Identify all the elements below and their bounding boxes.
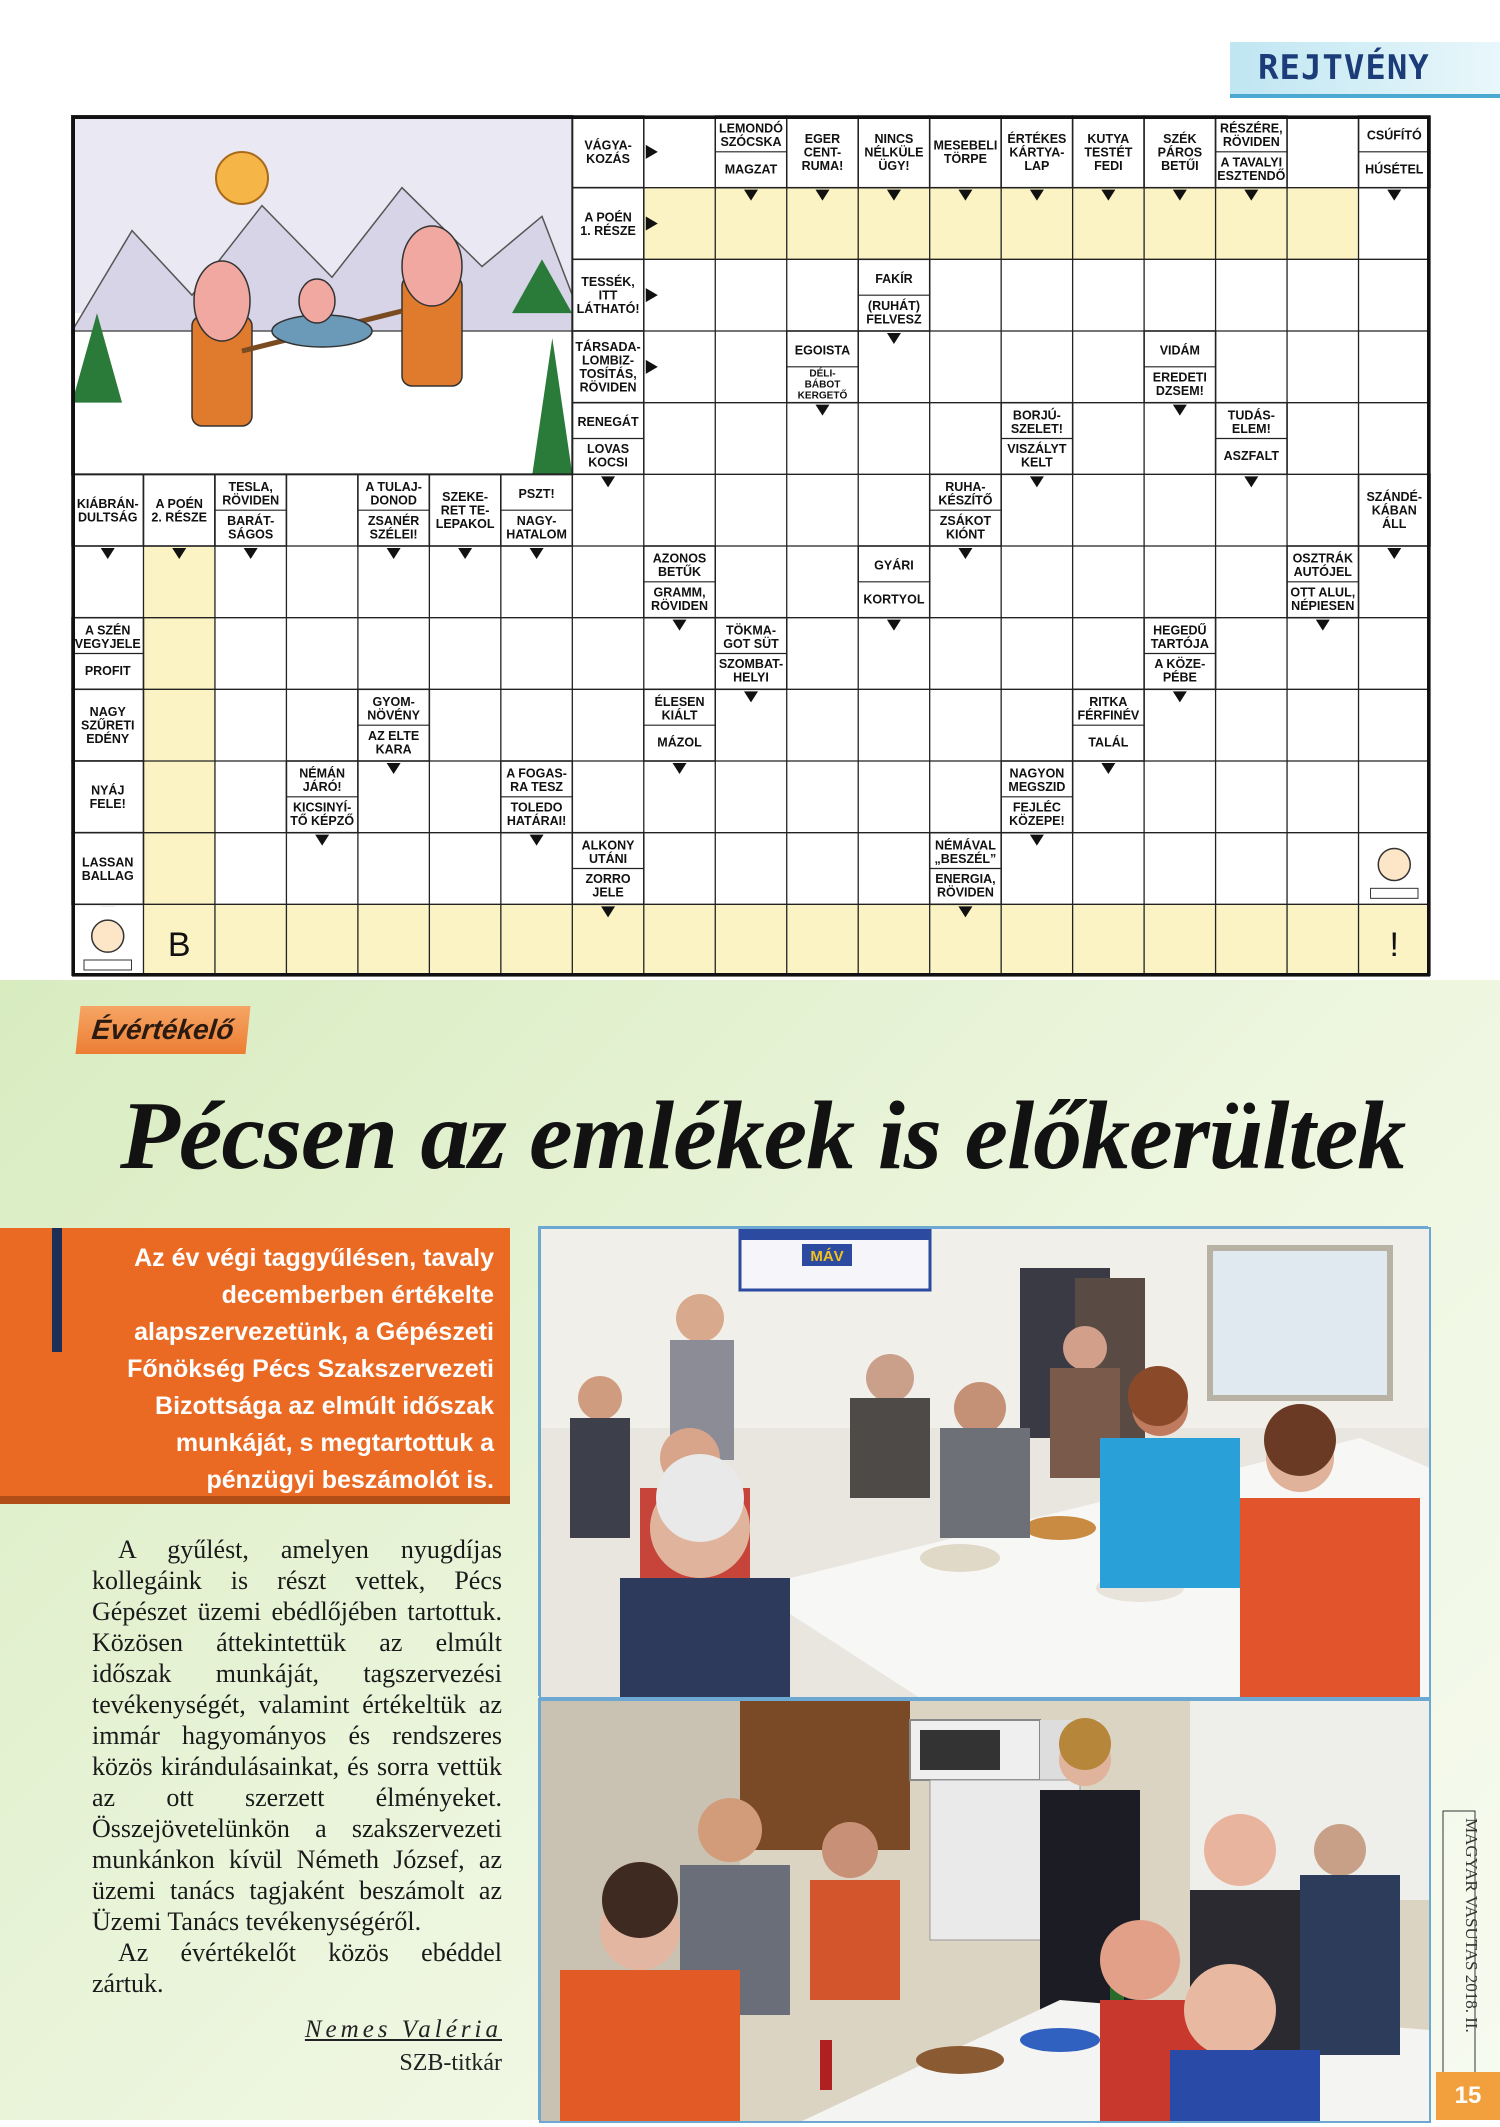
clue-line: SZOMBAT- bbox=[718, 657, 784, 672]
cartoon-sun bbox=[216, 152, 268, 204]
clue-text bbox=[863, 592, 924, 606]
clue-line: RÖVIDEN bbox=[651, 599, 709, 613]
clue-line: NAGY bbox=[89, 705, 126, 720]
clue-line: KOCSI bbox=[588, 455, 628, 470]
clue-line: A TULAJ- bbox=[365, 480, 422, 494]
clue-line: ITT bbox=[598, 288, 618, 303]
clue-line: HELYI bbox=[733, 670, 769, 685]
clue-line: RET TE- bbox=[440, 503, 490, 518]
clue-line: TARTÓJA bbox=[1150, 636, 1209, 651]
crossword-puzzle bbox=[72, 116, 1430, 976]
clue-text bbox=[575, 339, 640, 395]
clue-line: GYÁRI bbox=[874, 558, 914, 573]
clue-line: RUMA! bbox=[801, 158, 844, 173]
clue-line: DULTSÁG bbox=[77, 510, 138, 525]
clue-text bbox=[367, 695, 420, 723]
clue-text bbox=[222, 480, 279, 508]
clue-text bbox=[82, 855, 134, 883]
clue-line: EGER bbox=[804, 131, 841, 146]
clue-text bbox=[1367, 127, 1422, 142]
clue-line: KÁRTYA- bbox=[1009, 145, 1065, 160]
clue-line: BARÁT- bbox=[227, 513, 275, 528]
clue-line: TESTÉT bbox=[1084, 145, 1133, 160]
clue-line: TÖRPE bbox=[943, 152, 987, 167]
clue-line: ALKONY bbox=[581, 838, 635, 853]
clue-line: TESSÉK, bbox=[581, 275, 635, 290]
clue-text bbox=[1009, 800, 1065, 829]
clue-line: TOLEDO bbox=[510, 800, 563, 815]
clue-line: MEGSZID bbox=[1008, 780, 1066, 795]
clue-line: TÁRSADA- bbox=[575, 340, 641, 355]
clue-text bbox=[519, 487, 555, 501]
clue-line: LEMONDÓ bbox=[719, 121, 783, 136]
magazine-side-label bbox=[1442, 1810, 1481, 2100]
clue-line: RÖVIDEN bbox=[222, 493, 280, 508]
clue-text bbox=[874, 557, 914, 572]
clue-line: RÖVIDEN bbox=[1222, 135, 1280, 150]
clue-line: KIÓNT bbox=[945, 527, 985, 542]
clue-line: GRAMM, bbox=[653, 585, 706, 600]
author-name: Nemes Valéria bbox=[304, 2016, 502, 2043]
clue-line: TOSÍTÁS, bbox=[579, 367, 637, 382]
article-headline: Pécsen az emlékek is előkerültek bbox=[120, 1082, 1406, 1190]
clue-line: SZÓCSKA bbox=[720, 135, 782, 150]
clue-text bbox=[655, 694, 705, 723]
clue-line: SZŰRETI bbox=[80, 718, 135, 733]
clue-line: SZELET! bbox=[1010, 421, 1063, 436]
clue-line: TŐ KÉPZŐ bbox=[290, 814, 355, 828]
clue-line: TALÁL bbox=[1088, 735, 1129, 750]
body-paragraph: A gyűlést, amelyen nyugdíjas kollegáink is részt vettek, Pécs Gépészet üzemi ebédlőjében tartottuk. Közösen áttekintettük az elmúlt időszak munkáját, tagszervezési tevékenységét, valamint értékeltük az immár hagyományos és rendszeres közös kirándulásainkat, és sorra vettük az ott szerzett élményeket. Összejövetelünkön a szakszervezeti munkánkon kívül Németh József, az üzemi tanács tagjaként beszámolt az Üzemi Tanács tevékenységéről. bbox=[92, 1535, 502, 1936]
clue-text bbox=[290, 800, 354, 829]
body-paragraph: Az évértékelőt közös ebéddel zártuk. bbox=[92, 1938, 502, 1998]
clue-line: LOMBIZ- bbox=[582, 353, 635, 368]
clue-text bbox=[795, 343, 850, 357]
clue-line: ZSANÉR bbox=[367, 513, 420, 528]
clue-line: AZONOS bbox=[652, 551, 707, 566]
cartoon-figure bbox=[299, 279, 335, 323]
clue-line: KORTYOL bbox=[863, 592, 925, 607]
clue-line: BALLAG bbox=[81, 868, 134, 883]
clue-line: JÁRÓ! bbox=[302, 780, 342, 795]
clue-line: KOZÁS bbox=[586, 152, 630, 167]
clue-line: LÁTHATÓ! bbox=[576, 302, 640, 317]
article-kicker: Évértékelő bbox=[75, 1006, 250, 1054]
clue-text bbox=[1365, 161, 1424, 176]
clue-line: 2. RÉSZE bbox=[151, 510, 207, 525]
clue-text bbox=[935, 837, 997, 866]
clue-line: SZEKE- bbox=[442, 490, 489, 505]
clue-line: RA TESZ bbox=[510, 780, 564, 795]
clue-line: PÉBE bbox=[1162, 670, 1197, 685]
clue-text bbox=[365, 480, 421, 508]
clue-line: SZÉK bbox=[1163, 131, 1197, 146]
clue-line: NÉLKÜLE bbox=[864, 145, 924, 160]
clue-line: PSZT! bbox=[518, 486, 555, 501]
clue-text bbox=[1224, 449, 1280, 463]
clue-text bbox=[940, 513, 992, 542]
clue-line: KIÁLT bbox=[661, 708, 698, 723]
clue-line: A TAVALYI bbox=[1220, 155, 1283, 170]
clue-line: ÉRTÉKES bbox=[1007, 131, 1067, 146]
clue-line: „BESZÉL” bbox=[934, 851, 997, 866]
clue-line: ZSÁKOT bbox=[939, 513, 992, 528]
clue-line: HATÁRAI! bbox=[506, 814, 567, 828]
clue-line: KELT bbox=[1021, 455, 1053, 470]
clue-line: ELEM! bbox=[1231, 421, 1271, 436]
clue-line: FAKÍR bbox=[875, 271, 913, 286]
clue-text bbox=[1151, 622, 1209, 651]
clue-line: KARA bbox=[375, 742, 412, 757]
clue-line: VISZÁLYT bbox=[1007, 442, 1067, 457]
clue-line: ÁLL bbox=[1382, 517, 1407, 532]
clue-text bbox=[875, 271, 913, 286]
clue-text bbox=[1008, 767, 1065, 795]
clue-text bbox=[1158, 131, 1202, 173]
clue-line: TÖKMA- bbox=[726, 623, 776, 638]
clue-text bbox=[1011, 407, 1063, 436]
clue-line: KÁBAN bbox=[1371, 503, 1417, 518]
clue-text bbox=[580, 209, 636, 238]
clue-line: NÉPIESEN bbox=[1291, 599, 1355, 613]
clue-line: FEDI bbox=[1094, 158, 1123, 173]
clue-line: KÉSZÍTŐ bbox=[938, 493, 993, 508]
side-label-text: MAGYAR VASUTAS 2018. II. bbox=[1462, 1818, 1481, 2033]
clue-line: KÖZEPE! bbox=[1009, 814, 1065, 828]
clue-line: JELE bbox=[592, 885, 624, 900]
clue-line: RÖVIDEN bbox=[579, 380, 637, 395]
clue-text bbox=[507, 801, 566, 829]
clue-text bbox=[577, 414, 638, 429]
clue-line: A FOGAS- bbox=[506, 766, 567, 781]
cartoon-figure bbox=[402, 226, 462, 306]
clue-line: KIÁBRÁN- bbox=[76, 496, 139, 511]
clue-text bbox=[723, 622, 779, 651]
clue-text bbox=[1220, 121, 1283, 149]
clue-text bbox=[1290, 586, 1355, 614]
clue-line: AZ ELTE bbox=[368, 728, 420, 743]
clue-line: GOT SÜT bbox=[723, 636, 779, 651]
clue-line: FELE! bbox=[89, 797, 126, 812]
clue-line: LOVAS bbox=[586, 442, 630, 457]
clue-line: CENT- bbox=[803, 145, 842, 160]
clue-line: UTÁNI bbox=[588, 851, 628, 866]
clue-line: HEGEDŰ bbox=[1153, 623, 1207, 638]
clue-line: EREDETI bbox=[1152, 370, 1207, 385]
clue-text bbox=[85, 664, 131, 678]
clue-line: HATALOM bbox=[506, 527, 567, 542]
clue-text bbox=[938, 480, 992, 508]
clue-line: KUTYA bbox=[1087, 131, 1130, 146]
clue-text bbox=[725, 162, 778, 176]
clue-line: VIDÁM bbox=[1159, 343, 1200, 358]
clue-line: TUDÁS- bbox=[1227, 408, 1275, 423]
clue-text bbox=[1160, 342, 1200, 357]
clue-line: A POÉN bbox=[155, 496, 203, 511]
clue-line: KERGETŐ bbox=[797, 390, 848, 402]
clue-line: NYÁJ bbox=[91, 783, 125, 798]
clue-text bbox=[436, 490, 495, 531]
clue-line: HÚSÉTEL bbox=[1365, 162, 1424, 177]
clue-text bbox=[1153, 371, 1207, 399]
clue-line: RUHA- bbox=[945, 480, 986, 494]
clue-line: ZORRO bbox=[585, 872, 631, 887]
clue-line: DZSEM! bbox=[1155, 384, 1204, 398]
lead-text: Az év végi taggyűlésen, tavaly decemberben értékelte alapszervezetünk, a Gépészeti Főnökség Pécs Szakszervezeti Bizottsága az elmúlt időszak munkáját, s megtartottuk a pénzügyi beszámolót is. bbox=[127, 1244, 494, 1494]
clue-line: BETŰI bbox=[1161, 158, 1199, 173]
clue-text bbox=[90, 783, 126, 812]
clue-line: RÖVIDEN bbox=[936, 885, 994, 900]
clue-text bbox=[1228, 407, 1275, 436]
clue-text bbox=[368, 729, 419, 757]
clue-line: (RUHÁT) bbox=[867, 298, 920, 313]
clue-text bbox=[802, 132, 844, 173]
clue-line: MAGZAT bbox=[724, 162, 778, 177]
clue-line: NINCS bbox=[874, 131, 914, 146]
clue-line: BORJÚ- bbox=[1012, 408, 1061, 423]
clue-line: RENEGÁT bbox=[577, 415, 639, 430]
clue-line: ÜGY! bbox=[878, 158, 910, 173]
clue-line: PROFIT bbox=[84, 663, 131, 678]
clue-line: NÉMÁN bbox=[299, 766, 346, 781]
clue-line: TESLA, bbox=[228, 480, 273, 494]
clue-text bbox=[935, 872, 995, 900]
clue-text bbox=[77, 496, 139, 524]
clue-text bbox=[587, 442, 629, 470]
clue-line: FEJLÉC bbox=[1012, 800, 1061, 815]
clue-text bbox=[1088, 735, 1128, 750]
clue-line: EGOISTA bbox=[794, 343, 851, 358]
clue-line: DONOD bbox=[370, 493, 417, 508]
clue-line: A POÉN bbox=[584, 210, 632, 225]
mascot-icon bbox=[84, 960, 131, 970]
author-role: SZB-titkár bbox=[399, 2050, 502, 2076]
clue-line: NÉMÁVAL bbox=[934, 838, 996, 853]
clue-line: OTT ALUL, bbox=[1290, 585, 1356, 600]
clue-line: VÁGYA- bbox=[584, 138, 632, 153]
solution-letter: B bbox=[167, 925, 191, 964]
clue-line: SÁGOS bbox=[228, 527, 274, 542]
clue-text bbox=[299, 766, 345, 795]
clue-text bbox=[1293, 551, 1353, 580]
clue-text bbox=[657, 735, 702, 750]
clue-line: NAGYON bbox=[1009, 766, 1065, 781]
clue-line: FÉRFINÉV bbox=[1077, 708, 1140, 723]
clue-line: A SZÉN bbox=[85, 623, 131, 638]
clue-line: LASSAN bbox=[82, 855, 134, 870]
clue-text bbox=[653, 552, 706, 580]
clue-line: RÉSZÉRE, bbox=[1220, 121, 1283, 136]
clue-line: ÉLESEN bbox=[654, 695, 705, 709]
clue-text bbox=[1217, 156, 1285, 184]
clue-line: OSZTRÁK bbox=[1292, 551, 1354, 566]
clue-text bbox=[651, 586, 708, 614]
clue-line: RITKA bbox=[1089, 695, 1128, 709]
clue-line: CSÚFÍTÓ bbox=[1366, 128, 1422, 143]
clue-line: NÖVÉNY bbox=[367, 708, 421, 723]
clue-line: VEGYJELE bbox=[74, 636, 141, 651]
cartoon-figure bbox=[194, 261, 250, 341]
clue-line: BETŰK bbox=[657, 565, 702, 580]
photo-meeting-2 bbox=[538, 1698, 1428, 2120]
clue-line: ENERGIA, bbox=[935, 872, 996, 887]
clue-text bbox=[584, 138, 631, 167]
clue-line: LEPAKOL bbox=[435, 517, 495, 532]
clue-line: DÉLI- bbox=[809, 368, 836, 380]
clue-text bbox=[582, 838, 635, 866]
section-tab: REJTVÉNY bbox=[1230, 42, 1500, 98]
clue-line: GYOM- bbox=[372, 695, 415, 709]
clue-line: BÁBOT bbox=[804, 379, 841, 391]
clue-text bbox=[506, 767, 567, 795]
solution-letter: ! bbox=[1389, 925, 1399, 964]
mascot-icon bbox=[92, 920, 124, 952]
photo-meeting-1 bbox=[538, 1226, 1428, 1696]
clue-line: SZÉLEI! bbox=[369, 527, 418, 542]
clue-text bbox=[368, 513, 419, 542]
clue-line: LAP bbox=[1024, 158, 1050, 173]
clue-line: EDÉNY bbox=[86, 732, 130, 747]
clue-text bbox=[719, 121, 783, 149]
clue-line: NAGY- bbox=[516, 513, 557, 528]
clue-line: MESEBELI bbox=[933, 138, 998, 153]
clue-text bbox=[151, 496, 207, 524]
clue-line: 1. RÉSZE bbox=[580, 223, 636, 238]
clue-line: MÁZOL bbox=[657, 735, 702, 750]
clue-line: SZÁNDÉ- bbox=[1366, 490, 1423, 505]
lead-box bbox=[0, 1228, 510, 1504]
page-number: 15 bbox=[1436, 2072, 1500, 2120]
clue-text bbox=[866, 298, 922, 327]
mav-sign: MÁV bbox=[810, 1248, 844, 1265]
clue-line: ASZFALT bbox=[1223, 448, 1279, 463]
clue-line: A KÖZE- bbox=[1154, 657, 1206, 672]
clue-line: FELVESZ bbox=[866, 312, 922, 327]
article-body bbox=[92, 1534, 502, 1999]
clue-line: PÁROS bbox=[1157, 145, 1203, 160]
lead-shadow bbox=[0, 1496, 510, 1504]
mascot-icon bbox=[1378, 849, 1410, 881]
clue-line: AUTÓJEL bbox=[1293, 565, 1352, 580]
lead-accent-bar bbox=[52, 1228, 62, 1352]
clue-line: ESZTENDŐ bbox=[1217, 169, 1286, 183]
clue-line: KICSINYÍ- bbox=[292, 800, 352, 815]
clue-text bbox=[227, 513, 274, 542]
mascot-icon bbox=[1371, 888, 1418, 898]
